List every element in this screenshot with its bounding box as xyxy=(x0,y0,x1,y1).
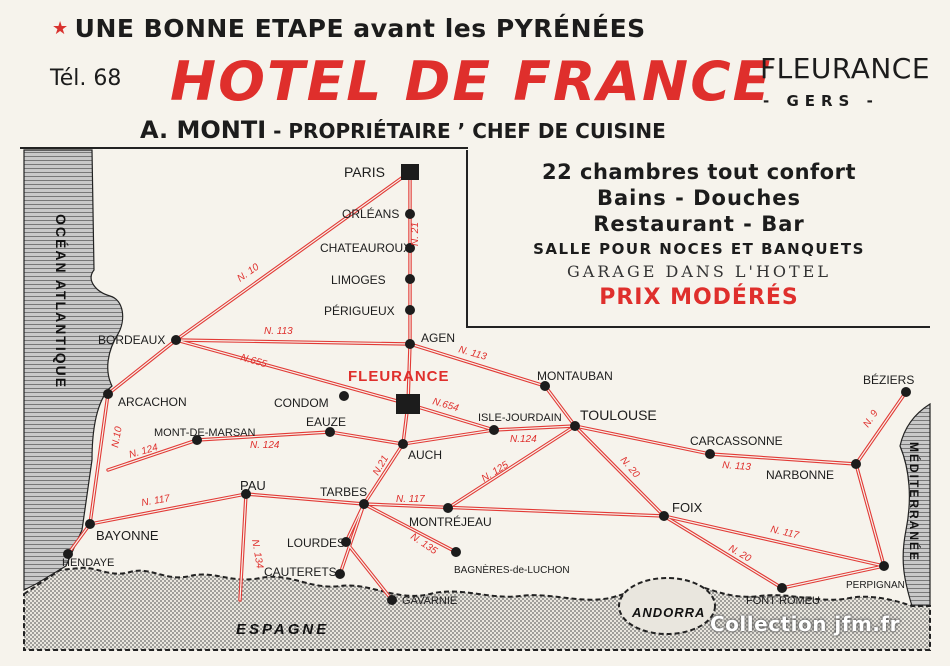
hotel-name: HOTEL DE FRANCE xyxy=(170,50,773,113)
arcachon-marker xyxy=(103,389,113,399)
pau-label: PAU xyxy=(240,478,266,493)
road-n117 xyxy=(90,494,884,566)
mont-de-marsan-label: MONT-DE-MARSAN xyxy=(154,427,256,439)
road-label-n655: N.655 xyxy=(239,352,268,371)
telephone: Tél. 68 xyxy=(50,66,122,91)
foix-label: FOIX xyxy=(672,500,703,515)
tarbes-label: TARBES xyxy=(320,485,368,499)
road-label-n10-south: N.10 xyxy=(110,425,125,449)
road-label-n117-east: N. 117 xyxy=(769,524,800,542)
beziers-label: BÉZIERS xyxy=(863,373,915,387)
tarbes-marker xyxy=(359,499,369,509)
fleurance-marker xyxy=(396,394,420,414)
luchon-marker xyxy=(451,547,461,557)
montrejeau-marker xyxy=(443,503,453,513)
paris-label: PARIS xyxy=(344,164,385,180)
montauban-label: MONTAUBAN xyxy=(537,369,613,383)
road-label-n117-west: N. 117 xyxy=(140,493,171,509)
town-name: FLEURANCE xyxy=(760,52,931,85)
auch-label: AUCH xyxy=(408,448,443,462)
road-label-n113-far: N. 113 xyxy=(721,460,752,473)
road-label-n124-east: N.124 xyxy=(510,434,537,445)
road-label-n125: N. 125 xyxy=(479,459,511,485)
watermark: Collection jfm.fr xyxy=(710,612,900,636)
limoges-label: LIMOGES xyxy=(331,273,386,287)
star-icon: ★ xyxy=(52,18,69,39)
limoges-marker xyxy=(405,274,415,284)
chateauroux-label: CHATEAUROUX xyxy=(320,241,412,255)
road-label-n124-mid: N. 124 xyxy=(250,440,280,451)
luchon-label: BAGNÈRES-de-LUCHON xyxy=(454,565,570,576)
owner-role: - PROPRIÉTAIRE ’ CHEF DE CUISINE xyxy=(266,119,666,143)
narbonne-label: NARBONNE xyxy=(766,468,835,482)
paris-marker xyxy=(401,164,419,180)
font-romeu-marker xyxy=(777,583,787,593)
condom-label: CONDOM xyxy=(274,396,329,410)
bordeaux-label: BORDEAUX xyxy=(98,333,166,347)
services-panel xyxy=(466,150,930,328)
baths-line: Bains - Douches xyxy=(596,186,802,210)
owner-name: A. MONTI xyxy=(140,116,267,144)
garage-line: GARAGE DANS L'HOTEL xyxy=(567,262,831,281)
road-label-n654: N.654 xyxy=(431,396,460,415)
restaurant-line: Restaurant - Bar xyxy=(593,212,805,236)
road-label-n113-west: N. 113 xyxy=(264,326,293,337)
atlantic-label: OCÉAN ATLANTIQUE xyxy=(53,214,69,390)
font-romeu-label: FONT-ROMEU xyxy=(746,595,820,607)
foix-marker xyxy=(659,511,669,521)
gavarnie-marker xyxy=(387,595,397,605)
toulouse-marker xyxy=(570,421,580,431)
road-label-n135: N. 135 xyxy=(408,531,439,557)
isle-jourdain-marker xyxy=(489,425,499,435)
agen-label: AGEN xyxy=(421,331,456,345)
orleans-label: ORLÉANS xyxy=(342,207,400,221)
hendaye-label: HENDAYE xyxy=(62,557,115,569)
orleans-marker xyxy=(405,209,415,219)
eauze-label: EAUZE xyxy=(306,415,347,429)
rooms-line: 22 chambres tout confort xyxy=(542,160,856,184)
andorra-label: ANDORRA xyxy=(632,605,706,620)
banquet-line: SALLE POUR NOCES ET BANQUETS xyxy=(533,240,865,258)
agen-marker xyxy=(405,339,415,349)
prices-line: PRIX MODÉRÉS xyxy=(599,285,799,310)
perpignan-label: PERPIGNAN xyxy=(846,580,905,591)
road-label-n20-north: N. 20 xyxy=(617,454,642,481)
auch-marker xyxy=(398,439,408,449)
cauterets-label: CAUTERETS xyxy=(264,565,337,579)
isle-jourdain-label: ISLE-JOURDAIN xyxy=(478,412,562,424)
perpignan-marker xyxy=(879,561,889,571)
gavarnie-label: GAVARNIE xyxy=(402,595,458,607)
perigueux-marker xyxy=(405,305,415,315)
condom-marker xyxy=(339,391,349,401)
bordeaux-marker xyxy=(171,335,181,345)
carcassonne-marker xyxy=(705,449,715,459)
department: - GERS - xyxy=(763,92,879,110)
road-label-n134: N. 134 xyxy=(249,538,265,570)
narbonne-marker xyxy=(851,459,861,469)
lourdes-label: LOURDES xyxy=(287,536,346,550)
road-label-n10-north: N. 10 xyxy=(235,261,262,285)
mediterranean-label: MÉDITERRANÉE xyxy=(907,442,921,563)
spain-region xyxy=(24,568,930,650)
road-label-n20-south: N. 20 xyxy=(726,543,753,565)
atlantic-ocean xyxy=(24,150,123,590)
road-label-n117-mid: N. 117 xyxy=(396,494,425,505)
montrejeau-label: MONTRÉJEAU xyxy=(409,515,492,529)
road-label-n9: N. 9 xyxy=(861,408,881,430)
road-label-n113-east: N. 113 xyxy=(457,344,488,363)
toulouse-label: TOULOUSE xyxy=(580,407,657,423)
bayonne-marker xyxy=(85,519,95,529)
road-label-n124-west: N. 124 xyxy=(127,442,160,461)
road-label-n21-south: N.21 xyxy=(371,453,392,478)
fleurance-label: FLEURANCE xyxy=(348,368,450,385)
perigueux-label: PÉRIGUEUX xyxy=(324,304,395,318)
carcassonne-label: CARCASSONNE xyxy=(690,434,783,448)
arcachon-label: ARCACHON xyxy=(118,395,187,409)
beziers-marker xyxy=(901,387,911,397)
tagline-text: UNE BONNE ETAPE avant les PYRÉNÉES xyxy=(74,14,646,43)
road-label-n21-north: N. 21 xyxy=(410,222,421,246)
spain-label: ESPAGNE xyxy=(236,621,330,638)
bayonne-label: BAYONNE xyxy=(96,528,159,543)
